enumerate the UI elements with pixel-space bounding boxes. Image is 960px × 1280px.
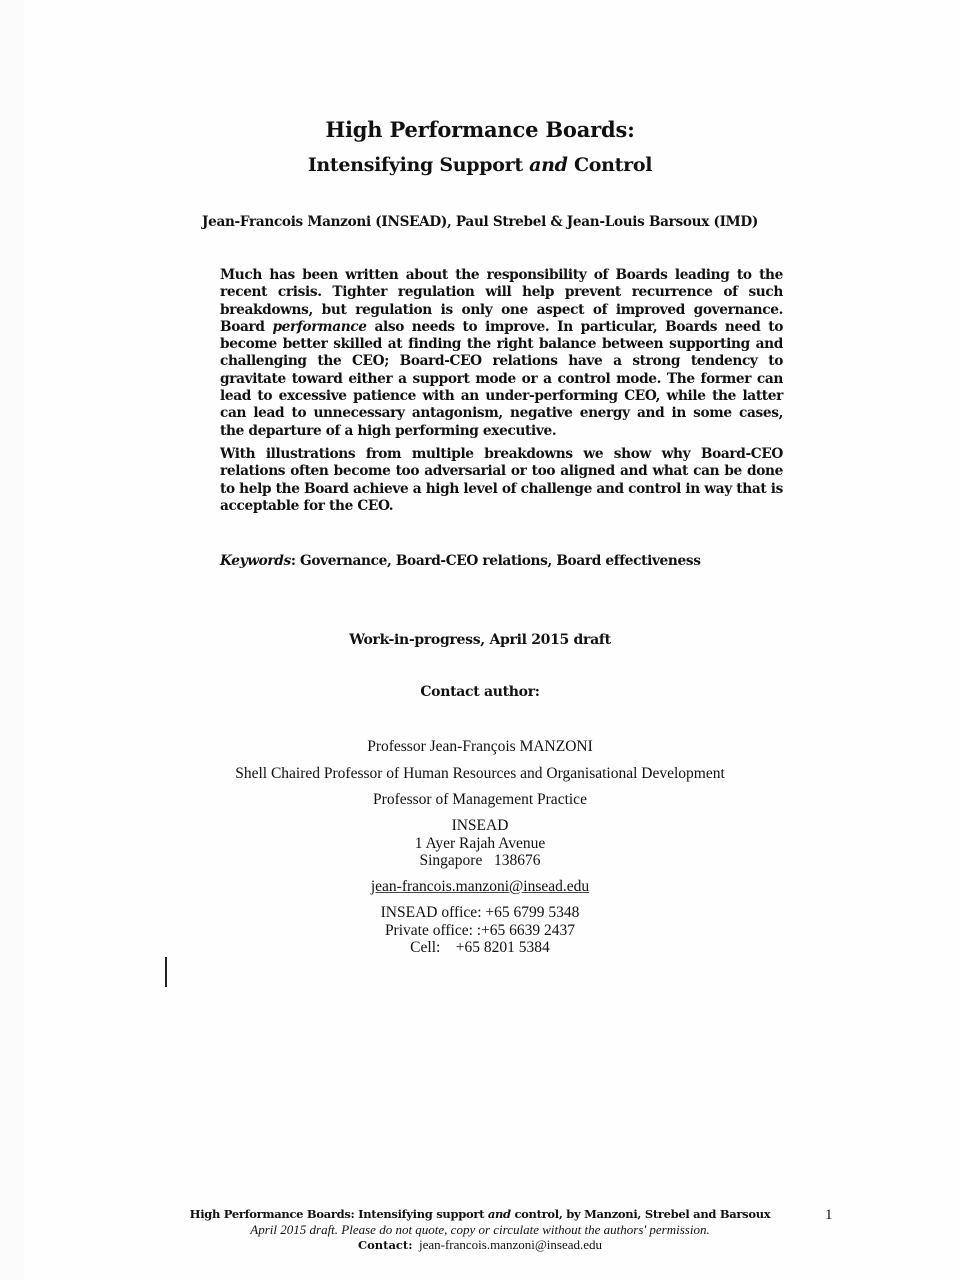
phone-line: Private office: :+65 6639 2437	[384, 921, 576, 939]
draft-status: Work-in-progress, April 2015 draft	[349, 632, 611, 648]
contact-chair: Shell Chaired Professor of Human Resources and Organisational Development	[235, 765, 725, 782]
abstract	[220, 267, 783, 521]
footer-title-part-1: High Performance Boards: Intensifying support	[189, 1207, 488, 1221]
paper-subtitle	[0, 154, 960, 176]
page-number: 1	[825, 1207, 833, 1223]
footer-notice: April 2015 draft. Please do not quote, copy or circulate without the authors' permission.	[250, 1222, 710, 1237]
footer-title-emphasis: and	[487, 1207, 511, 1221]
subtitle-part-1: Intensifying Support	[307, 154, 530, 176]
subtitle-part-2: Control	[567, 154, 653, 176]
address-line: INSEAD	[451, 817, 509, 834]
address-line: Singapore 138676	[419, 852, 541, 869]
footer-title	[0, 1207, 960, 1222]
contact-author-heading: Contact author:	[420, 684, 540, 700]
contact-phones	[0, 904, 960, 957]
abstract-p1-part-1: Much has been written about the responsibility of Boards leading to the recent crisis. Tighter regulation will help prevent recurrence of such breakdowns, but regulation is only one aspect of improved governance. Board	[220, 267, 783, 335]
contact-address	[0, 817, 960, 870]
page-footer	[0, 1207, 960, 1253]
address-line: 1 Ayer Rajah Avenue	[414, 834, 546, 852]
text-cursor	[165, 957, 167, 987]
footer-title-part-2: control, by Manzoni, Strebel and Barsoux	[510, 1207, 771, 1221]
footer-contact-label: Contact:	[357, 1238, 413, 1252]
abstract-paragraph-2: With illustrations from multiple breakdowns we show why Board-CEO relations often become too adversarial or too aligned and what can be done to help the Board achieve a high level of challenge and control in way that is acceptable for the CEO.	[220, 445, 783, 514]
abstract-p1-emphasis: performance	[272, 318, 367, 335]
author-list: Jean-Francois Manzoni (INSEAD), Paul Strebel & Jean-Louis Barsoux (IMD)	[201, 214, 759, 230]
abstract-paragraph-1	[220, 267, 783, 440]
footer-contact	[0, 1237, 960, 1253]
keywords-separator: :	[290, 553, 300, 569]
contact-name: Professor Jean-François MANZONI	[367, 738, 593, 755]
subtitle-emphasis: and	[529, 154, 568, 176]
keywords-label: Keywords	[220, 553, 291, 569]
contact-role: Professor of Management Practice	[373, 791, 587, 808]
keywords-value: Governance, Board-CEO relations, Board effectiveness	[299, 553, 701, 569]
keywords	[220, 553, 701, 569]
abstract-p1-part-2: also needs to improve. In particular, Boards need to become better skilled at finding the right balance between supporting and challenging the CEO; Board-CEO relations have a strong tendency to gravitate toward either a support mode or a control mode. The former can lead to excessive patience with an under-performing CEO, while the latter can lead to unnecessary antagonism, negative energy and in some cases, the departure of a high performing executive.	[220, 318, 784, 439]
paper-title: High Performance Boards:	[325, 117, 635, 142]
phone-line: Cell: +65 8201 5384	[410, 939, 550, 956]
contact-email-link[interactable]: jean-francois.manzoni@insead.edu	[370, 878, 590, 895]
phone-line: INSEAD office: +65 6799 5348	[380, 904, 580, 921]
footer-contact-email: jean-francois.manzoni@insead.edu	[412, 1237, 603, 1252]
